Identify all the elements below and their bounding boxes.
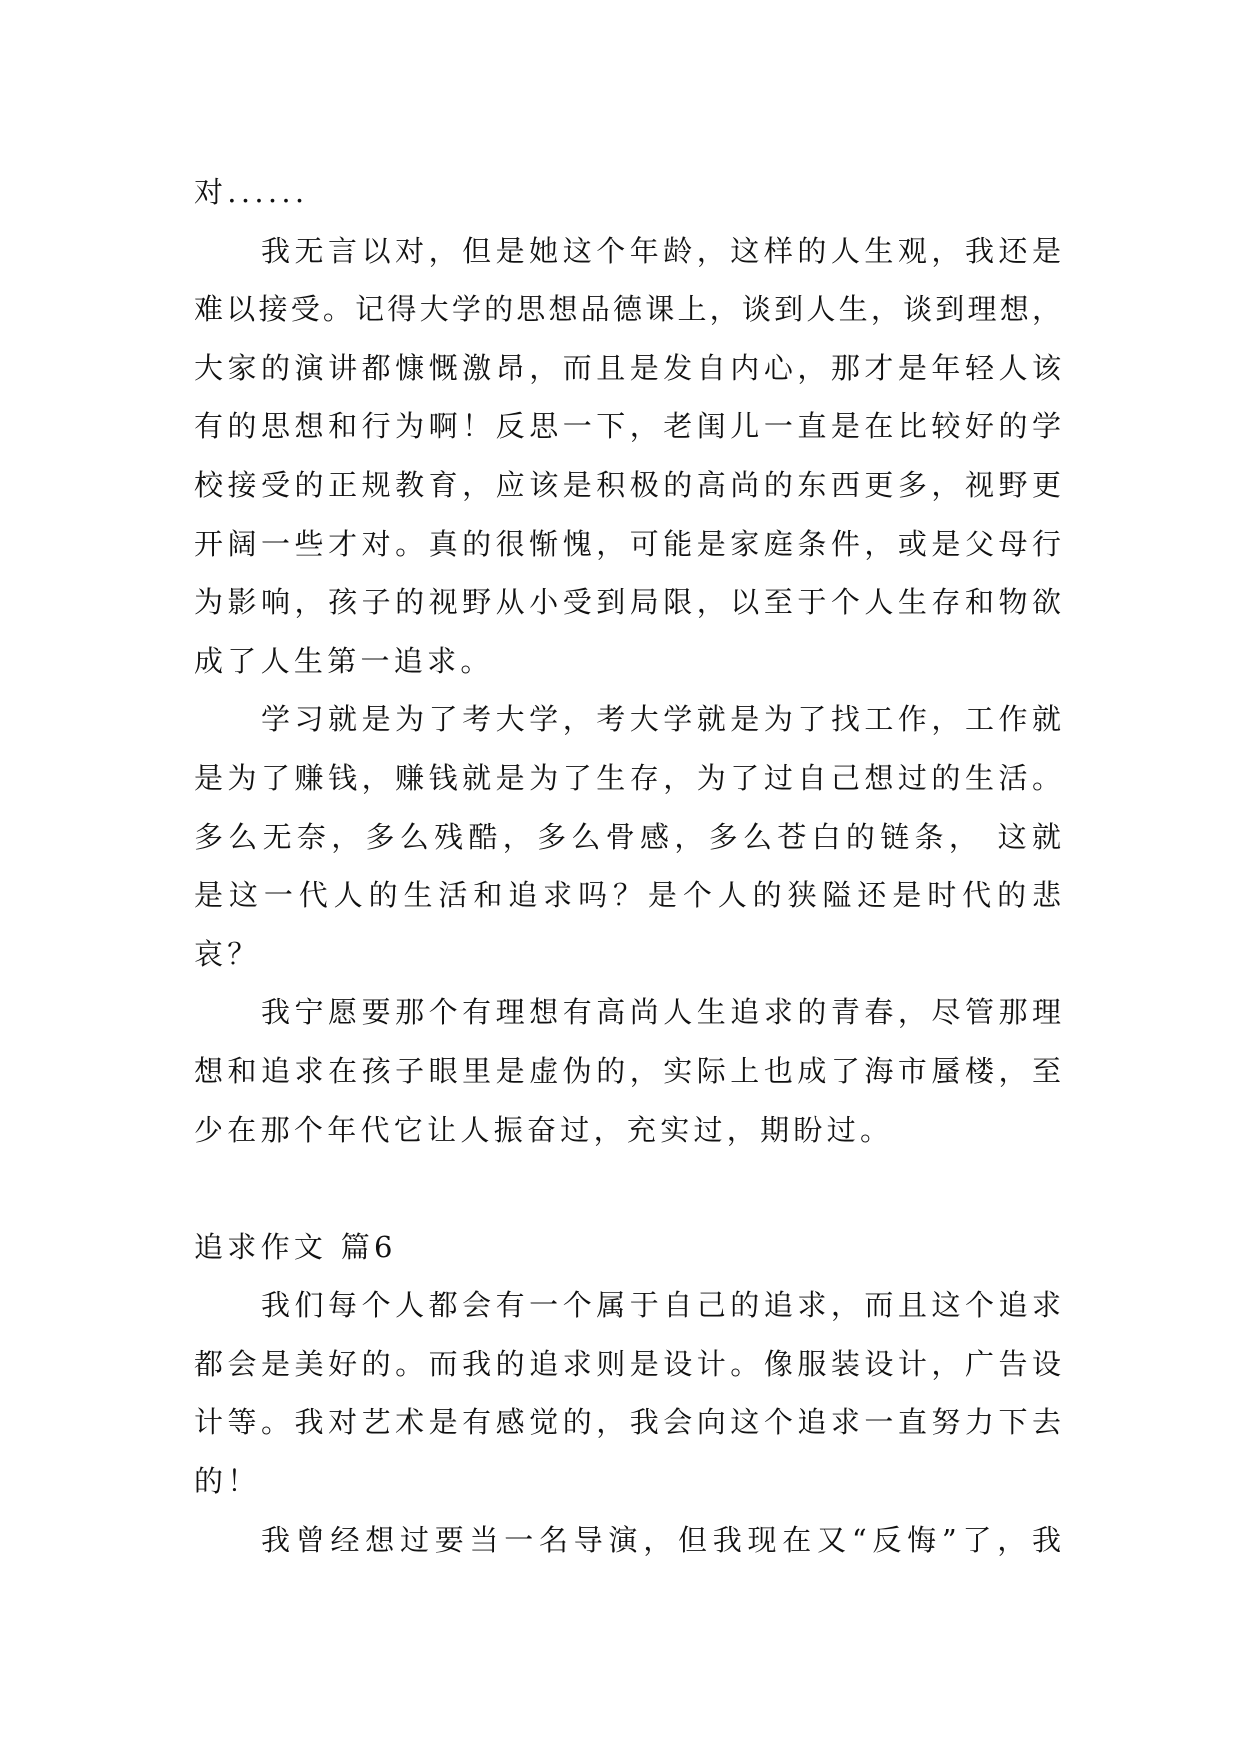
text-line: 开阔一些才对。真的很惭愧，可能是家庭条件，或是父母行 — [194, 526, 1061, 561]
paragraph — [194, 1276, 1061, 1510]
text-line: 想和追求在孩子眼里是虚伪的，实际上也成了海市蜃楼，至 — [194, 1053, 1061, 1088]
paragraph — [194, 983, 1061, 1159]
text-line: 我无言以对，但是她这个年龄，这样的人生观，我还是 — [261, 233, 1061, 268]
text-line: 我宁愿要那个有理想有高尚人生追求的青春，尽管那理 — [261, 995, 1061, 1030]
text-line: 我曾经想过要当一名导演，但我现在又“反悔”了，我 — [261, 1522, 1061, 1557]
section-heading: 追求作文 篇6 — [194, 1229, 397, 1264]
text-line: 为影响，孩子的视野从小受到局限，以至于个人生存和物欲 — [194, 585, 1061, 620]
text-line: 对...... — [194, 175, 309, 209]
text-line: 哀？ — [194, 936, 261, 971]
paragraph — [194, 222, 1061, 691]
text-line: 大家的演讲都慷慨激昂，而且是发自内心，那才是年轻人该 — [194, 350, 1061, 385]
paragraph — [194, 690, 1061, 983]
text-line: 是为了赚钱，赚钱就是为了生存，为了过自己想过的生活。 — [194, 760, 1061, 795]
text-line: 是这一代人的生活和追求吗？是个人的狭隘还是时代的悲 — [194, 878, 1061, 913]
text-line: 少在那个年代它让人振奋过，充实过，期盼过。 — [194, 1112, 894, 1147]
document-page — [194, 163, 1061, 1569]
paragraph — [194, 163, 1061, 222]
text-line: 校接受的正规教育，应该是积极的高尚的东西更多，视野更 — [194, 467, 1061, 502]
text-line: 多么无奈，多么残酷，多么骨感，多么苍白的链条， 这就 — [194, 819, 1061, 854]
text-line: 计等。我对艺术是有感觉的，我会向这个追求一直努力下去 — [194, 1405, 1061, 1440]
text-line: 学习就是为了考大学，考大学就是为了找工作，工作就 — [261, 702, 1061, 737]
text-line: 难以接受。记得大学的思想品德课上，谈到人生，谈到理想， — [194, 292, 1061, 327]
text-line: 成了人生第一追求。 — [194, 643, 494, 678]
paragraph — [194, 1511, 1061, 1570]
text-line: 我们每个人都会有一个属于自己的追求，而且这个追求 — [261, 1288, 1061, 1323]
text-line: 有的思想和行为啊！反思一下，老闺儿一直是在比较好的学 — [194, 409, 1061, 444]
blank-line — [194, 1159, 1061, 1218]
text-line: 都会是美好的。而我的追求则是设计。像服装设计，广告设 — [194, 1346, 1061, 1381]
text-line: 的！ — [194, 1464, 261, 1499]
